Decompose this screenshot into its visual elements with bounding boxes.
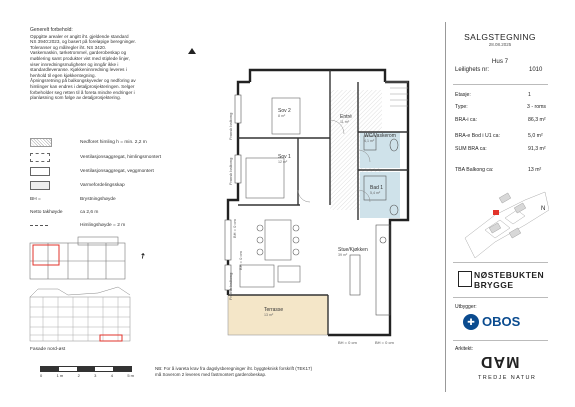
info-row-type: [455, 104, 547, 110]
scale-label: 5 m: [127, 373, 134, 378]
room-name: Sov 2: [278, 108, 291, 114]
room-name: Sov 1: [278, 154, 291, 160]
room-name: Bad 1: [370, 185, 384, 191]
info-row-bra-i: [455, 117, 546, 123]
legend-label: ca 2,6 m: [80, 210, 99, 215]
info-value: 5,0 m²: [528, 133, 543, 139]
bh-label: BH = 0 cm: [375, 340, 394, 345]
info-label: SUM BRA ca:: [455, 146, 487, 152]
fransk-balkong-label: Fransk balkong: [228, 272, 233, 300]
sheet-title: SALGSTEGNING: [464, 32, 536, 42]
scale-bar: [40, 366, 132, 372]
note-line: planløsning som følge av detaljprosjektering.: [30, 95, 121, 101]
fransk-balkong-label: Fransk balkong: [228, 112, 233, 140]
note-line: standardleveranse. Kjøkkeninnredning leveres i: [30, 67, 127, 73]
info-value: 86,3 m²: [528, 117, 546, 123]
room-area: 39 m²: [338, 253, 348, 257]
unit-number: 1010: [529, 67, 543, 73]
info-value: 3 - roms: [527, 104, 547, 110]
divider: [453, 262, 548, 263]
hatch-swatch: [30, 138, 52, 147]
legend-label: Ventilasjonsaggregat, himlingsmontert: [80, 155, 162, 160]
bh-label: BH = 0 cm: [232, 219, 237, 238]
scale-label: 3: [94, 373, 97, 378]
info-value: 91,3 m²: [528, 146, 546, 152]
bh-label: BH = 0 cm: [238, 251, 243, 270]
note-line: viser innredningsmuligheter og inngår ikke i: [30, 61, 119, 67]
legend-label: Varmefordelingsskap: [80, 183, 125, 188]
legend-bh: [30, 197, 116, 202]
note-line: Oppgitte arealer er angitt iht. gjeldende standard: [30, 33, 129, 39]
info-row-bra-e: [455, 133, 543, 139]
scale-label: 1 m: [56, 373, 64, 378]
legend-key: BH =: [30, 197, 41, 202]
room-wc: [364, 133, 396, 143]
note-line: NS 3940:2023, og basert på foreløpige beregninger.: [30, 39, 136, 45]
room-name: WC/Vaskerom: [364, 133, 396, 139]
room-area: 4,1 m²: [364, 139, 375, 143]
brand-name-2: BRYGGE: [474, 280, 514, 290]
info-label: BRA-e Bod i U1 ca:: [455, 133, 500, 139]
info-label: Type:: [455, 104, 468, 110]
vent-wall-icon: [30, 167, 50, 176]
info-label: BRA-i ca:: [455, 117, 477, 123]
footnote: [155, 366, 312, 378]
room-entre: [340, 114, 352, 124]
footnote-line: NB: For å ivareta krav fra dagslysberegninger iht. byggteknisk forskrift (TEK17): [155, 366, 313, 371]
heating-cabinet-icon: [30, 181, 50, 190]
bh-label: BH = 0 cm: [338, 340, 357, 345]
note-line: Åpningsretning på balkongskyveder og nedforing av: [30, 78, 136, 84]
builder-label: Utbygger:: [455, 304, 477, 310]
note-line: forbeholder seg retten til å foreta mindre endringer i: [30, 89, 135, 95]
compass-n-label: N: [541, 206, 546, 212]
key-plan: [28, 235, 138, 353]
fransk-balkong-label: Fransk balkong: [228, 157, 233, 185]
dashed-line-icon: [30, 225, 48, 226]
legend-net-height: [30, 210, 99, 215]
room-sov2: [278, 108, 291, 118]
unit-label: Leilighets nr:: [455, 67, 490, 73]
architect-logo: MAD: [480, 353, 520, 370]
note-line: Toleranser og målregler iht. NS 3420.: [30, 44, 107, 50]
general-notes: [30, 28, 200, 101]
brand-name: NØSTEBUKTEN: [474, 270, 545, 280]
divider: [453, 84, 548, 85]
brand-logo-icon: [458, 271, 472, 287]
scale-label: 2: [77, 373, 80, 378]
divider: [453, 297, 548, 298]
room-sov1: [278, 154, 291, 164]
room-area: 12 m²: [278, 160, 288, 164]
legend-label: Ventilasjonsaggregat, veggmontert: [80, 169, 154, 174]
vent-ceiling-icon: [30, 153, 50, 162]
site-map: [455, 180, 549, 260]
legend-label: Nedforet himling h = min. 2,2 m: [80, 140, 147, 145]
north-arrow-icon: [188, 48, 196, 54]
footnote-line: må Soverom 2 leveres med fastmontert garderobeskap.: [155, 372, 267, 377]
room-stue: [338, 247, 368, 257]
room-name: Entré: [340, 114, 352, 120]
room-terrasse: [264, 307, 283, 317]
info-label: Etasje:: [455, 92, 471, 98]
architect-label: Arkitekt:: [455, 346, 474, 352]
room-area: 13 m²: [264, 313, 274, 317]
info-row-tba: [455, 167, 542, 173]
notes-title: Generelt forbehold:: [30, 27, 73, 33]
legend-key: Netto takhøyde: [30, 210, 63, 215]
room-area: 11 m²: [340, 120, 349, 124]
info-row-sum-bra: [455, 146, 546, 152]
note-line: himlinger kan endres i detaljprosjekteringen. Selger: [30, 83, 135, 89]
scale-labels: [40, 373, 134, 378]
scale-label: 4: [110, 373, 113, 378]
legend-label: Himlingshøyde = 2 m: [80, 223, 126, 228]
divider: [453, 340, 548, 341]
room-bad: [370, 185, 383, 195]
compass-icon: ↗: [138, 251, 148, 261]
room-name: Terrasse: [264, 307, 284, 313]
note-line: henhold til egen kjøkkentegning.: [30, 72, 96, 78]
note-line: møblering samt produkter vist med stiplede linjer,: [30, 55, 130, 61]
architect-subtitle: TREDJE NATUR: [478, 375, 537, 381]
floor-plan: [180, 40, 445, 360]
sheet-date: 28.08.2025: [488, 42, 512, 47]
info-row-etasje: [455, 92, 531, 98]
info-label: TBA Balkong ca:: [455, 167, 494, 173]
facade-label: Fasade nord-øst: [30, 347, 66, 352]
room-area: 8 m²: [278, 114, 286, 118]
scale-label: 0: [40, 373, 43, 378]
note-line: Vaskemaskin, tørketrommel, garderobeskap og: [30, 50, 127, 56]
builder-name: OBOS: [482, 314, 521, 329]
room-name: Stue/Kjøkken: [338, 247, 368, 253]
building-name: Hus 7: [491, 58, 509, 65]
info-value: 13 m²: [528, 167, 542, 173]
room-area: 5,4 m²: [370, 191, 381, 195]
obos-logo-icon: ✚: [463, 314, 479, 330]
info-value: 1: [528, 92, 531, 98]
legend-label: Brystningshøyde: [80, 197, 116, 202]
